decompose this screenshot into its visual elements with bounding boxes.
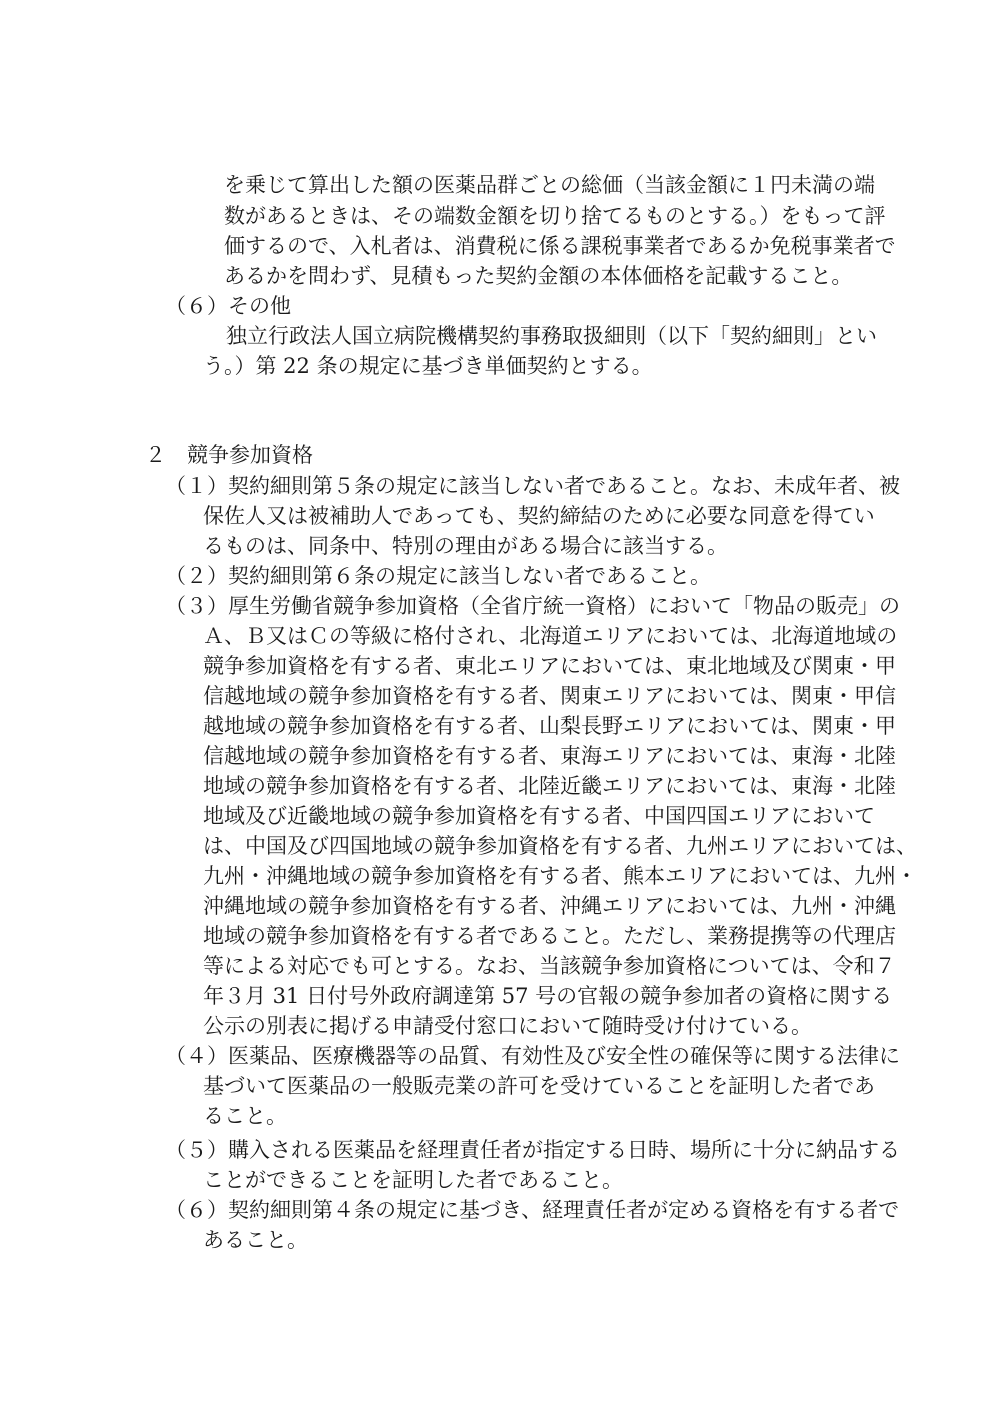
text-line: 信越地域の競争参加資格を有する者、関東エリアにおいては、関東・甲信: [203, 684, 896, 708]
text-line: 信越地域の競争参加資格を有する者、東海エリアにおいては、東海・北陸: [203, 744, 896, 768]
text-line: 保佐人又は被補助人であっても、契約締結のために必要な同意を得てい: [203, 504, 875, 528]
text-line: 沖縄地域の競争参加資格を有する者、沖縄エリアにおいては、九州・沖縄: [203, 894, 896, 918]
text-line: 数があるときは、その端数金額を切り捨てるものとする。）をもって評: [224, 204, 886, 228]
item-heading: （６）その他: [165, 294, 291, 318]
text-line: 地域及び近畿地域の競争参加資格を有する者、中国四国エリアにおいて: [203, 804, 875, 828]
text-line: 地域の競争参加資格を有する者、北陸近畿エリアにおいては、東海・北陸: [203, 774, 896, 798]
text-line: 公示の別表に掲げる申請受付窓口において随時受け付けている。: [203, 1014, 812, 1038]
text-line: （６）契約細則第４条の規定に基づき、経理責任者が定める資格を有する者で: [165, 1198, 900, 1222]
text-line: るものは、同条中、特別の理由がある場合に該当する。: [203, 534, 728, 558]
text-line: （３）厚生労働省競争参加資格（全省庁統一資格）において「物品の販売」の: [165, 594, 900, 618]
text-line: 競争参加資格を有する者、東北エリアにおいては、東北地域及び関東・甲: [203, 654, 896, 678]
text-line: 基づいて医薬品の一般販売業の許可を受けていることを証明した者であ: [203, 1074, 875, 1098]
text-line: ことができることを証明した者であること。: [203, 1168, 623, 1192]
text-line: （４）医薬品、医療機器等の品質、有効性及び安全性の確保等に関する法律に: [165, 1044, 900, 1068]
text-line: 独立行政法人国立病院機構契約事務取扱細則（以下「契約細則」とい: [226, 324, 877, 348]
text-line: 年３月 31 日付号外政府調達第 57 号の官報の競争参加者の資格に関する: [203, 984, 893, 1008]
text-line: （１）契約細則第５条の規定に該当しない者であること。なお、未成年者、被: [165, 474, 900, 498]
text-line: あるかを問わず、見積もった契約金額の本体価格を記載すること。: [224, 264, 853, 288]
text-line: あること。: [203, 1228, 308, 1252]
text-line: は、中国及び四国地域の競争参加資格を有する者、九州エリアにおいては、: [203, 834, 917, 858]
text-line: Ａ、Ｂ又はＣの等級に格付され、北海道エリアにおいては、北海道地域の: [203, 624, 898, 648]
text-line: 地域の競争参加資格を有する者であること。ただし、業務提携等の代理店: [203, 924, 896, 948]
text-line: を乗じて算出した額の医薬品群ごとの総価（当該金額に１円未満の端: [224, 173, 875, 197]
text-line: （５）購入される医薬品を経理責任者が指定する日時、場所に十分に納品する: [165, 1138, 900, 1162]
text-line: （２）契約細則第６条の規定に該当しない者であること。: [165, 564, 711, 588]
text-line: う。）第 22 条の規定に基づき単価契約とする。: [203, 354, 653, 378]
text-line: 価するので、入札者は、消費税に係る課税事業者であるか免税事業者で: [224, 234, 896, 258]
text-line: 等による対応でも可とする。なお、当該競争参加資格については、令和７: [203, 954, 896, 978]
text-line: 九州・沖縄地域の競争参加資格を有する者、熊本エリアにおいては、九州・: [203, 864, 917, 888]
text-line: ること。: [203, 1104, 287, 1128]
text-line: 越地域の競争参加資格を有する者、山梨長野エリアにおいては、関東・甲: [203, 714, 896, 738]
section-heading: ２ 競争参加資格: [145, 443, 313, 467]
